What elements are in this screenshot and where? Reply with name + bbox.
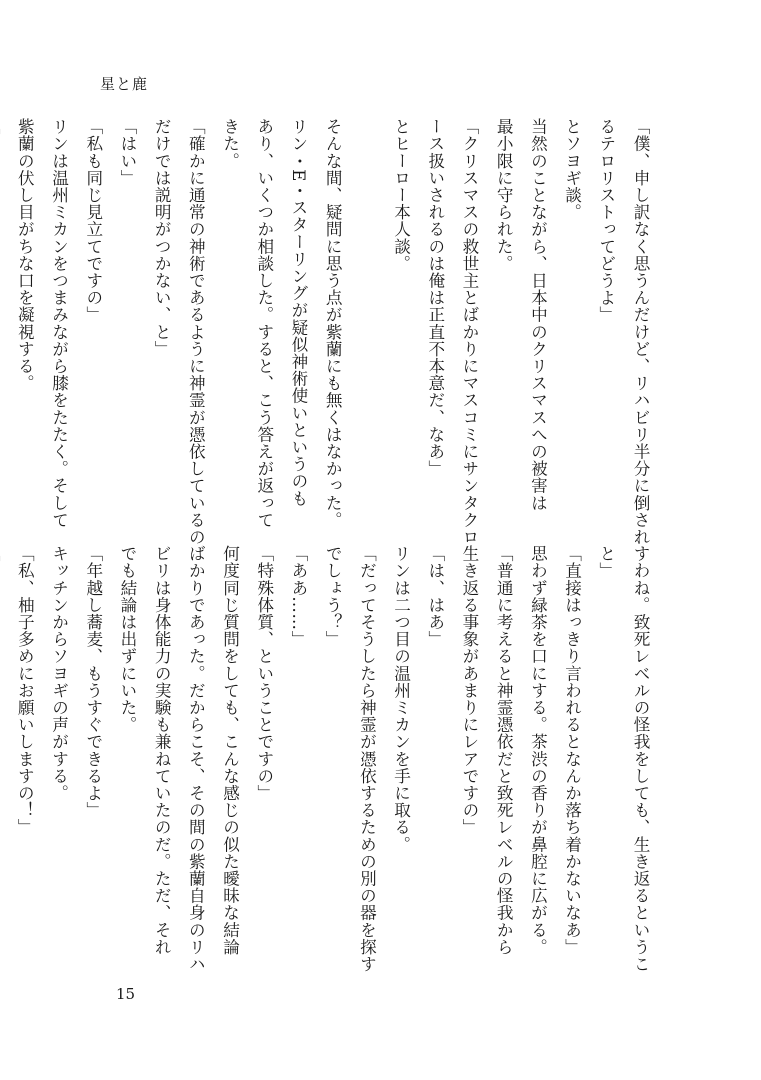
text-line: 生き返る事象があまりにレアですの」	[459, 545, 479, 836]
text-line: 「ああ……」	[288, 545, 308, 648]
text-line: 何度同じ質問をしても、こんな感じの似た曖昧な結論	[220, 545, 240, 956]
text-line: リンは温州ミカンをつまみながら膝をたたく。そして	[49, 118, 69, 529]
text-line: ビリは身体能力の実験も兼ねていたのだ。ただ、それ	[152, 545, 172, 956]
text-line: ばかりであった。だからこそ、その間の紫蘭自身のリハ	[186, 545, 206, 973]
text-line: 「だってそうしたら神霊が憑依するための別の器を探す	[357, 545, 377, 973]
text-line: 「は、はあ」	[425, 545, 445, 648]
text-line: あり、いくつか相談した。すると、こう答えが返って	[254, 118, 274, 529]
text-line: 「普通に考えると神霊憑依だと致死レベルの怪我から	[494, 545, 514, 956]
lower-text-block	[0, 545, 657, 973]
text-line: ース扱いされるのは俺は正直不本意だ、なあ」	[425, 118, 445, 478]
text-line: だけでは説明がつかない、と」	[152, 118, 172, 358]
text-line	[0, 118, 7, 528]
text-line: すわね。致死レベルの怪我をしても、生き返るというこ	[631, 545, 650, 973]
text-line: 当然のことながら、日本中のクリスマスへの被害は	[528, 118, 548, 512]
text-line: 「特殊体質、ということですの」	[254, 545, 274, 802]
text-line: るテロリストってどうよ」	[596, 118, 616, 324]
text-line: 「僕、申し訳なく思うんだけど、リハビリ半分に倒され	[631, 118, 650, 546]
text-line: 「私も同じ見立てですの」	[83, 118, 103, 324]
text-line: 「確かに通常の神術であるように神霊が憑依しているの	[186, 118, 206, 546]
text-line: 「はい」	[117, 118, 137, 187]
text-line: でも結論は出ずにいた。	[117, 545, 137, 734]
text-line: でしょう？」	[323, 545, 343, 648]
page-number: 15	[116, 985, 136, 1003]
text-line: 「私、柚子多めにお願いしますの！」	[15, 545, 35, 836]
upper-text-block	[0, 118, 657, 546]
text-line: そんな間、疑問に思う点が紫蘭にも無くはなかった。	[323, 118, 343, 529]
running-header: 星と鹿	[100, 75, 149, 93]
text-line: 紫蘭の伏し目がちな口を凝視する。	[15, 118, 35, 392]
text-line: とソヨギ談。	[562, 118, 582, 221]
text-line	[349, 118, 383, 528]
text-line	[0, 545, 7, 965]
text-line: 「年越し蕎麦、もうすぐできるよ」	[83, 545, 103, 819]
text-line: キッチンからソヨギの声がする。	[49, 545, 69, 802]
text-line: 思わず緑茶を口にする。茶渋の香りが鼻腔に広がる。	[528, 545, 548, 956]
text-line: とヒーロー本人談。	[391, 118, 411, 272]
text-line: 「クリスマスの救世主とばかりにマスコミにサンタクロ	[459, 118, 479, 546]
text-line: リン・E・スターリングが疑似神術使いというのも	[288, 118, 308, 507]
text-line: と」	[596, 545, 616, 580]
text-line: 「直接はっきり言われるとなんか落ち着かないなあ」	[562, 545, 582, 956]
text-line: リンは二つ目の温州ミカンを手に取る。	[391, 545, 411, 853]
text-line: 最小限に守られた。	[494, 118, 514, 272]
text-line: きた。	[220, 118, 240, 170]
